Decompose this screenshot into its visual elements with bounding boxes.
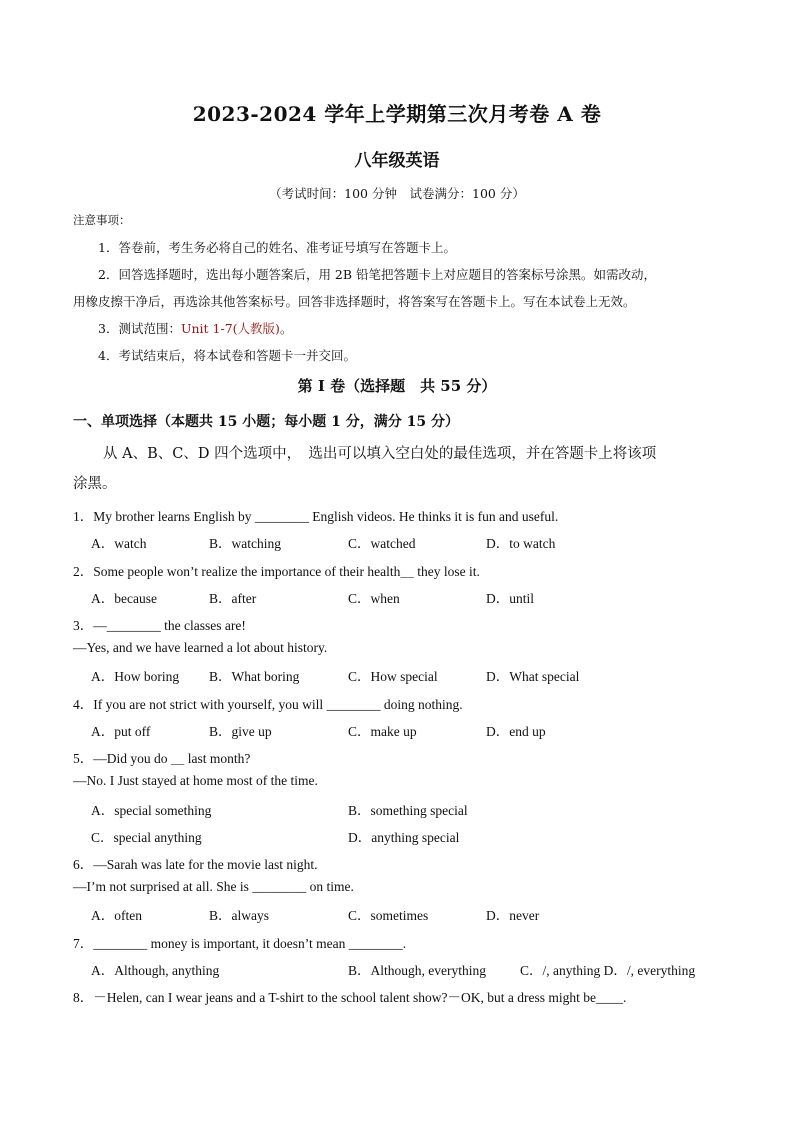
question-3-option-a: A．How boring bbox=[91, 669, 180, 684]
question-1-option-c: C．watched bbox=[348, 536, 416, 551]
question-2-option-a: A．because bbox=[91, 591, 157, 606]
question-5-stem-2: —No. I Just stayed at home most of the time. bbox=[73, 773, 318, 788]
question-2-stem: 2．Some people won’t realize the importance of their health＿ they lose it. bbox=[73, 564, 480, 579]
question-5-option-a: A．special something bbox=[91, 803, 212, 818]
question-1-option-a: A．watch bbox=[91, 536, 147, 551]
question-8-stem: 8．－Helen, can I wear jeans and a T-shirt to the school talent show?－OK, but a dress might be____. bbox=[73, 990, 627, 1005]
question-5-stem: 5．—Did you do ＿ last month? bbox=[73, 751, 251, 766]
question-2-option-d: D．until bbox=[486, 591, 535, 606]
question-5-option-b: B．something special bbox=[348, 803, 468, 818]
question-1-stem: 1．My brother learns English by ________ English videos. He thinks it is fun and useful. bbox=[73, 509, 559, 524]
note-item-2-line-2: 用橡皮擦干净后，再选涂其他答案标号。回答非选择题时，将答案写在答题卡上。写在本试卷上无效。 bbox=[73, 294, 636, 309]
question-4-option-b: B．give up bbox=[209, 724, 272, 739]
question-1-option-d: D．to watch bbox=[486, 536, 556, 551]
question-6-option-d: D．never bbox=[486, 908, 540, 923]
test-scope: Unit 1-7(人教版) bbox=[180, 321, 280, 336]
exam-info: （考试时间：100 分钟 试卷满分：100 分） bbox=[269, 186, 525, 201]
section1-instruction-line-1: 从 A、B、C、D 四个选项中， 选出可以填入空白处的最佳选项，并在答题卡上将该项 bbox=[103, 446, 657, 462]
question-6-stem: 6．—Sarah was late for the movie last night. bbox=[73, 857, 318, 872]
question-6-stem-2: —I’m not surprised at all. She is ________ on time. bbox=[73, 879, 354, 894]
question-6-option-b: B．always bbox=[209, 908, 269, 923]
note-item-2-line-1: 2．回答选择题时，选出每小题答案后，用 2B 铅笔把答题卡上对应题目的答案标号涂黑。如需改动， bbox=[98, 267, 657, 282]
note-item-3 bbox=[98, 319, 292, 337]
question-4-stem: 4．If you are not strict with yourself, you will ________ doing nothing. bbox=[73, 697, 463, 712]
exam-subtitle: 八年级英语 bbox=[354, 151, 440, 171]
note-item-3-suffix: 。 bbox=[279, 321, 293, 336]
question-3-option-c: C．How special bbox=[348, 669, 438, 684]
question-7-option-a: A．Although, anything bbox=[91, 963, 220, 978]
question-3-option-d: D．What special bbox=[486, 669, 580, 684]
question-3-stem-2: —Yes, and we have learned a lot about history. bbox=[73, 640, 328, 655]
exam-title: 2023-2024 学年上学期第三次月考卷 A 卷 bbox=[192, 102, 602, 126]
question-1-option-b: B．watching bbox=[209, 536, 281, 551]
note-item-1: 1．答卷前，考生务必将自己的姓名、准考证号填写在答题卡上。 bbox=[98, 240, 456, 255]
section1-title: 一、单项选择（本题共 15 小题；每小题 1 分，满分 15 分） bbox=[73, 414, 459, 430]
question-7-option-b: B．Although, everything bbox=[348, 963, 486, 978]
note-item-4: 4．考试结束后，将本试卷和答题卡一并交回。 bbox=[98, 348, 356, 363]
question-4-option-c: C．make up bbox=[348, 724, 417, 739]
question-7-stem: 7．________ money is important, it doesn’t mean ________. bbox=[73, 936, 407, 951]
question-7-option-cd: C．/, anything D．/, everything bbox=[520, 963, 696, 978]
question-5-option-c: C．special anything bbox=[91, 830, 202, 845]
question-6-option-a: A．often bbox=[91, 908, 142, 923]
question-3-stem: 3．—________ the classes are! bbox=[73, 618, 246, 633]
question-6-option-c: C．sometimes bbox=[348, 908, 429, 923]
question-3-option-b: B．What boring bbox=[209, 669, 300, 684]
notes-heading: 注意事项： bbox=[73, 213, 131, 227]
question-2-option-b: B．after bbox=[209, 591, 257, 606]
question-4-option-a: A．put off bbox=[91, 724, 151, 739]
question-5-option-d: D．anything special bbox=[348, 830, 460, 845]
part1-title: 第 I 卷（选择题 共 55 分） bbox=[297, 377, 497, 395]
note-item-3-prefix: 3．测试范围： bbox=[98, 321, 181, 336]
question-2-option-c: C．when bbox=[348, 591, 400, 606]
question-4-option-d: D．end up bbox=[486, 724, 546, 739]
section1-instruction-line-2: 涂黑。 bbox=[73, 476, 117, 492]
